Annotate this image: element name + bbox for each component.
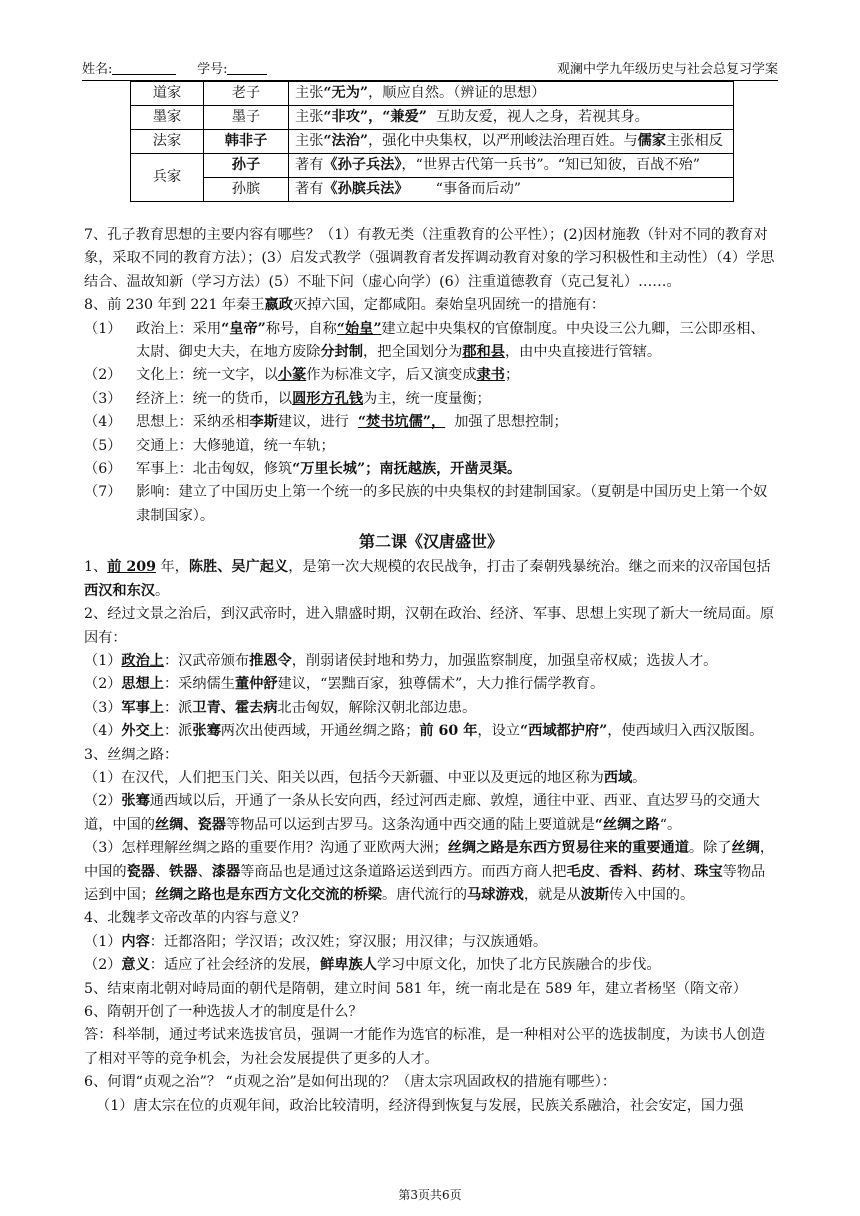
text: 思想上：采纳丞相	[136, 414, 250, 431]
l4-point-1	[84, 931, 778, 954]
school-cell: 道家	[131, 82, 204, 106]
content-cell	[289, 130, 734, 154]
bold-text: 丝绸	[731, 840, 760, 857]
cell-text: 主张	[295, 85, 324, 101]
text: 作为标准文字，后又演变成	[306, 367, 477, 384]
l1-paragraph	[84, 556, 778, 603]
text: 灭掉六国，定都咸阳。秦始皇巩固统一的措施有：	[292, 297, 606, 314]
page-header	[82, 60, 778, 81]
lesson-title: 第二课《汉唐盛世》	[358, 532, 503, 552]
underlined-text: 小篆	[277, 367, 307, 384]
text: 军事上：北击匈奴，修筑	[136, 461, 293, 478]
underlined-text: 郡和县	[462, 344, 505, 361]
name-blank[interactable]	[112, 60, 176, 75]
item-number: （1）	[84, 933, 122, 950]
text: 。唐代流行的	[381, 886, 468, 903]
text: 等物品可以运到古罗马。这条沟通中西交通的陆上要道就是	[225, 816, 595, 833]
bold-text: 军事上	[121, 699, 164, 716]
bold-text: 内容	[121, 933, 150, 950]
bold-text: 推恩令	[249, 652, 292, 669]
l6b-question: 6、何谓“贞观之治”？ “贞观之治”是如何出现的？（唐太宗巩固政权的措施有哪些）：	[84, 1074, 617, 1091]
bold-text: “万里长城”；南抚越族，开凿灵渠。	[292, 461, 522, 478]
item-number: （2）	[84, 957, 122, 974]
bold-text: 董仲舒	[234, 676, 278, 693]
person-cell	[204, 154, 289, 178]
person-cell	[204, 130, 289, 154]
q8-item-3	[84, 388, 778, 411]
page-number: 第3页共6页	[398, 1188, 462, 1202]
underlined-text: “焚书坑儒”，	[357, 414, 446, 431]
l3-intro: 3、丝绸之路：	[84, 746, 179, 763]
bold-text: 马球游戏	[467, 886, 524, 903]
l2-point-4	[84, 720, 778, 743]
l3-point-1	[84, 767, 778, 790]
cell-text: ，强化中央集权，以严刑峻法治理百姓。与	[368, 133, 638, 149]
bold-text: 铁器	[169, 863, 198, 880]
cell-text: “事备而后动”	[435, 181, 522, 197]
bold-text: 前 60 年	[419, 723, 478, 740]
text: 经济上：统一的货币，以	[136, 390, 293, 407]
person-bold: 韩非子	[224, 133, 268, 149]
cell-text: ，顺应自然。（辨证的思想）	[368, 85, 546, 101]
text: ；	[504, 367, 520, 384]
text: 建立起中央集权的官僚制度。中央设三公九卿，三公即丞相、太尉、御史大夫，在地方废除	[136, 320, 765, 361]
content-cell	[289, 106, 734, 130]
bold-text: 毛皮	[566, 863, 595, 880]
name-label: 姓名:	[82, 62, 113, 77]
text: ：迁都洛阳；学汉语；改汉姓；穿汉服；用汉律；与汉族通婚。	[149, 933, 548, 950]
l4-point-2	[84, 954, 778, 977]
text: ，设立	[477, 723, 520, 740]
bold-text: 外交上	[121, 723, 164, 740]
document-title: 观澜中学九年级历史与社会总复习学案	[556, 62, 778, 77]
text: 、	[680, 863, 695, 880]
cell-bold: “法治”	[323, 133, 369, 149]
text: 、	[637, 863, 652, 880]
bold-text: 西汉和东汉	[84, 582, 155, 599]
bold-text: 丝绸之路也是东西方文化交流的桥梁	[154, 886, 382, 903]
underlined-text: “始皇”	[336, 320, 382, 337]
text: 称号，自称	[265, 320, 337, 337]
text: 1、	[84, 559, 108, 576]
schools-table	[130, 81, 734, 202]
q8-item-6	[84, 458, 778, 481]
cell-text: 主张	[295, 109, 324, 125]
bold-text: 嬴政	[264, 297, 293, 314]
l2-point-1	[84, 650, 778, 673]
text: 、	[197, 863, 212, 880]
id-label: 学号:	[197, 62, 228, 77]
text: 。	[154, 582, 170, 599]
table-row	[131, 106, 734, 130]
school-cell: 法家	[131, 130, 204, 154]
item-number: （3）	[84, 699, 122, 716]
l6a-question: 6、隋朝开创了一种选拔人才的制度是什么？	[84, 1004, 363, 1020]
bold-text: 张骞	[121, 793, 150, 810]
cell-bold: “非攻”，“兼爱”	[323, 109, 427, 125]
text: 。除了	[688, 840, 732, 857]
l2-point-3	[84, 697, 778, 720]
person-cell: 墨子	[204, 106, 289, 130]
text: ：采纳儒生	[163, 676, 235, 693]
text: ：汉武帝颁布	[163, 652, 250, 669]
text: ，是第一次大规模的农民战争，打击了秦朝残暴统治。继之而来的汉帝国包括	[288, 559, 771, 576]
text: 年，	[155, 559, 189, 576]
content-cell	[289, 82, 734, 106]
text: 、	[154, 863, 170, 880]
item-number: （6）	[84, 461, 122, 478]
text: ，把全国划分为	[363, 344, 463, 361]
q8-item-2	[84, 364, 778, 387]
cell-bold: 《孙子兵法》	[323, 157, 402, 173]
bold-text: “皇帝”	[221, 320, 266, 337]
item-number: （5）	[84, 437, 122, 454]
text: 通西域以后，开通了一条从长安向西，经过河西走廊、敦煌，通往中亚、西亚、直达罗马的交通大道，中国的	[84, 793, 760, 833]
text: （2）	[84, 793, 122, 810]
l2-intro: 2、经过文景之治后，到汉武帝时，进入鼎盛时期，汉朝在政治、经济、军事、思想上实现了新大一统局面。原因有：	[84, 606, 775, 646]
bold-text: 瓷器	[126, 863, 155, 880]
bold-text: 西域	[603, 769, 633, 786]
person-cell: 孙膑	[204, 178, 289, 202]
bold-text: 意义	[121, 957, 150, 974]
q7-paragraph: 7、孔子教育思想的主要内容有哪些？（1）有教无类（注重教育的公平性）；(2)因材施教（针对不同的教育对象，采取不同的教育方法）；(3）启发式教学（强调教育者发挥调动教育对象的学习积极性和主动性）（4）学思结合、温故知新（学习方法）(5）不耻下问（虚心向学）(6）注重道德教育（克己复礼）……。	[84, 227, 775, 290]
l3-point-3	[84, 837, 778, 907]
text: ，使西域归入西汉版图。	[607, 723, 764, 740]
item-number: （2）	[84, 367, 122, 384]
text: ：派	[163, 723, 193, 740]
text: 8、前 230 年到 221 年秦王	[84, 297, 265, 314]
text: ，由中央直接进行管辖。	[504, 344, 662, 361]
bold-text: 珠宝	[694, 863, 723, 880]
underlined-text: 圆形方孔钱	[292, 390, 364, 407]
text: 等商品也是通过这条道路运送到西方。而西方商人把	[240, 863, 567, 880]
cell-text: 主张相反	[666, 133, 723, 149]
bold-text: 波斯	[580, 886, 610, 903]
item-number: （4）	[84, 414, 122, 431]
text: 加强了思想控制；	[454, 414, 568, 431]
q8-item-5	[84, 435, 778, 458]
item-number: （1）	[84, 652, 122, 669]
text: 北击匈奴，解除汉朝北部边患。	[277, 699, 477, 716]
person-bold: 孙子	[231, 157, 261, 173]
text: 、	[594, 863, 610, 880]
l6b-point-1: （1）唐太宗在位的贞观年间，政治比较清明，经济得到恢复与发展，民族关系融洽，社会安定，国力强	[96, 1097, 744, 1114]
text: 。	[632, 769, 647, 786]
text: 交通上：大修驰道，统一车轨；	[136, 437, 335, 454]
text: 等物品运到中国；	[84, 863, 766, 903]
text: ，削弱诸侯封地和势力，加强监察制度，加强皇帝权威；选拔人才。	[291, 652, 718, 669]
item-number: （4）	[84, 723, 122, 740]
text: 影响：建立了中国历史上第一个统一的多民族的中央集权的封建制国家。（夏朝是中国历史上第一个奴隶制国家）。	[136, 484, 768, 524]
person-cell: 老子	[204, 82, 289, 106]
text: 学习中原文化，加快了北方民族融合的步伐。	[376, 957, 661, 974]
text: “。	[659, 816, 682, 833]
bold-text: 药材	[651, 863, 681, 880]
bold-text: 香料	[609, 863, 638, 880]
main-content	[84, 224, 778, 1118]
l3-point-2	[84, 790, 778, 837]
bold-text: 漆器	[211, 863, 241, 880]
text: ，中国的	[84, 840, 775, 880]
bold-text: “丝绸之路	[594, 816, 660, 833]
text: （1）在汉代，人们把玉门关、阳关以西，包括今天新疆、中亚以及更远的地区称为	[84, 769, 604, 786]
content-cell	[289, 178, 734, 202]
cell-text: 主张	[295, 133, 324, 149]
item-number: （7）	[84, 484, 122, 501]
cell-bold: 儒家	[637, 133, 667, 149]
l4-intro: 4、北魏孝文帝改革的内容与意义？	[84, 910, 306, 927]
bold-text: 李斯	[249, 414, 278, 431]
text: ：派	[163, 699, 193, 716]
table-row	[131, 178, 734, 202]
q8-item-7	[84, 481, 778, 528]
bold-text: 思想上	[121, 676, 164, 693]
table-row	[131, 82, 734, 106]
text: 政治上：采用	[136, 320, 222, 337]
l6a-answer: 答：科举制，通过考试来选拔官员，强调一才能作为选官的标准，是一种相对公平的选拔制度，为读书人创造了相对平等的竞争机会，为社会发展提供了更多的人才。	[84, 1027, 766, 1067]
q8-item-4	[84, 411, 778, 434]
bold-text: 丝绸之路是东西方贸易往来的重要通道	[447, 840, 689, 857]
text: 文化上：统一文字，以	[136, 367, 278, 384]
bold-text: 鲜卑族人	[320, 957, 377, 974]
underlined-text: 政治上	[121, 652, 164, 669]
bold-text: 张骞	[192, 723, 221, 740]
text: （3）怎样理解丝绸之路的重要作用？沟通了亚欧两大洲；	[84, 840, 448, 857]
table-row	[131, 154, 734, 178]
text: 建议，“罢黜百家，独尊儒术”，大力推行儒学教育。	[277, 676, 605, 693]
cell-text: ，“世界古代第一兵书”。“知已知彼，百战不殆”	[401, 157, 700, 173]
bold-text: 分封制	[320, 344, 364, 361]
text: 建议，进行	[277, 414, 349, 431]
text: 传入中国的。	[609, 886, 695, 903]
q8-intro	[84, 294, 778, 317]
bold-text: 卫青、霍去病	[192, 699, 278, 716]
student-info	[82, 60, 267, 80]
cell-bold: 《孙膑兵法》	[323, 181, 409, 197]
cell-bold: “无为”	[323, 85, 369, 101]
item-number: （2）	[84, 676, 122, 693]
bold-text: “西域都护府”	[519, 723, 608, 740]
q8-item-1	[84, 318, 778, 365]
text: ，就是从	[523, 886, 581, 903]
cell-text: 著有	[295, 157, 324, 173]
l5-paragraph: 5、结束南北朝对峙局面的朝代是隋朝，建立时间 581 年，统一南北是在 589 年，建立者杨坚（隋文帝）	[84, 980, 747, 997]
content-cell	[289, 154, 734, 178]
bold-text: 陈胜、吴广起义	[188, 559, 289, 576]
cell-text: 互助友爱，视人之身，若视其身。	[436, 109, 649, 125]
item-number: （1）	[84, 320, 122, 337]
cell-text: 著有	[295, 181, 324, 197]
id-blank[interactable]	[227, 60, 267, 75]
text: 两次出使西域，开通丝绸之路；	[220, 723, 420, 740]
bold-text: 丝绸、瓷器	[154, 816, 226, 833]
table-row	[131, 130, 734, 154]
l2-point-2	[84, 673, 778, 696]
school-cell: 兵家	[131, 154, 204, 202]
school-cell: 墨家	[131, 106, 204, 130]
underlined-text: 前 209	[107, 559, 156, 576]
item-number: （3）	[84, 390, 122, 407]
text: 为主，统一度量衡；	[363, 390, 491, 407]
text: ：适应了社会经济的发展，	[149, 957, 321, 974]
underlined-text: 隶书	[476, 367, 505, 384]
